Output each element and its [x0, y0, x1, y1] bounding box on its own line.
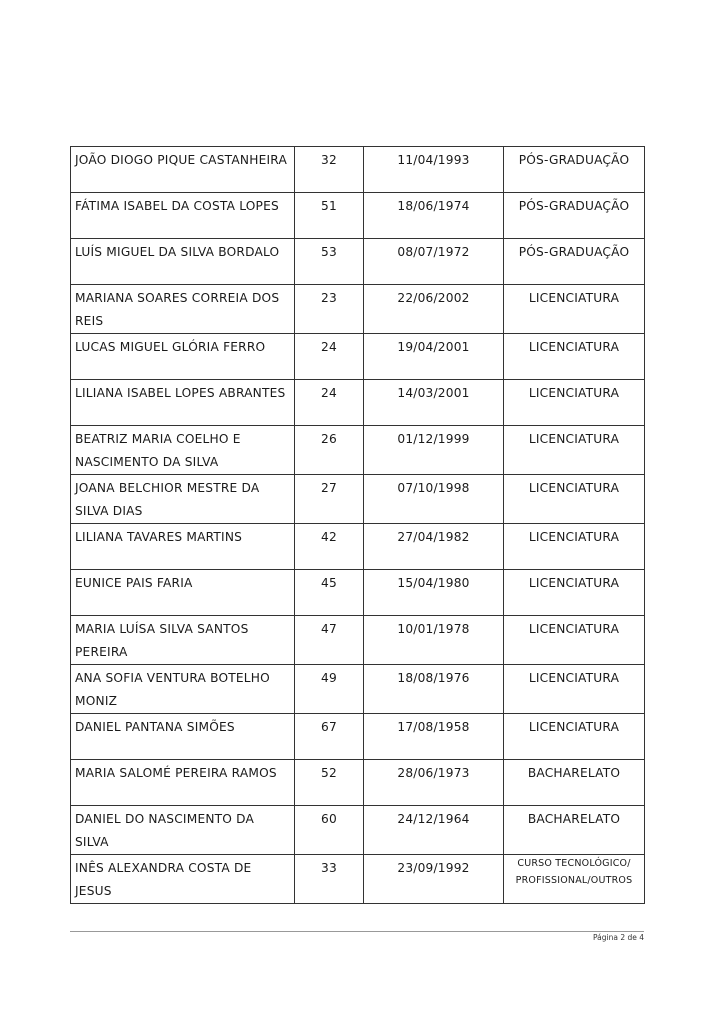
- candidate-age: 24: [295, 334, 364, 380]
- candidate-age: 47: [295, 616, 364, 665]
- footer-divider: [70, 931, 644, 932]
- candidate-qualification: BACHARELATO: [504, 760, 645, 806]
- candidate-qualification: LICENCIATURA: [504, 570, 645, 616]
- candidate-name: MARIA SALOMÉ PEREIRA RAMOS: [71, 760, 295, 806]
- candidate-qualification: LICENCIATURA: [504, 524, 645, 570]
- candidate-age: 27: [295, 475, 364, 524]
- candidate-birth-date: 15/04/1980: [364, 570, 504, 616]
- table-row: [71, 239, 645, 285]
- candidate-age: 26: [295, 426, 364, 475]
- table-row: [71, 806, 645, 855]
- candidate-birth-date: 23/09/1992: [364, 855, 504, 904]
- candidate-name: ANA SOFIA VENTURA BOTELHO MONIZ: [71, 665, 295, 714]
- candidate-birth-date: 24/12/1964: [364, 806, 504, 855]
- candidate-birth-date: 14/03/2001: [364, 380, 504, 426]
- table-row: [71, 334, 645, 380]
- candidate-qualification: LICENCIATURA: [504, 285, 645, 334]
- candidate-age: 32: [295, 147, 364, 193]
- candidate-qualification: CURSO TECNOLÓGICO/ PROFISSIONAL/OUTROS: [504, 855, 645, 904]
- table-row: [71, 616, 645, 665]
- table-row: [71, 760, 645, 806]
- candidate-name: FÁTIMA ISABEL DA COSTA LOPES: [71, 193, 295, 239]
- table-row: [71, 285, 645, 334]
- candidate-name: MARIANA SOARES CORREIA DOS REIS: [71, 285, 295, 334]
- candidate-name: INÊS ALEXANDRA COSTA DE JESUS: [71, 855, 295, 904]
- candidate-name: BEATRIZ MARIA COELHO E NASCIMENTO DA SILVA: [71, 426, 295, 475]
- candidate-name: JOÃO DIOGO PIQUE CASTANHEIRA: [71, 147, 295, 193]
- candidate-birth-date: 10/01/1978: [364, 616, 504, 665]
- candidate-name: LUÍS MIGUEL DA SILVA BORDALO: [71, 239, 295, 285]
- candidate-age: 51: [295, 193, 364, 239]
- candidate-qualification: PÓS-GRADUAÇÃO: [504, 239, 645, 285]
- candidate-name: LILIANA ISABEL LOPES ABRANTES: [71, 380, 295, 426]
- candidate-age: 67: [295, 714, 364, 760]
- candidate-birth-date: 11/04/1993: [364, 147, 504, 193]
- table-row: [71, 193, 645, 239]
- candidate-qualification: LICENCIATURA: [504, 714, 645, 760]
- candidate-qualification: LICENCIATURA: [504, 475, 645, 524]
- candidate-table: [70, 146, 645, 904]
- page-number: Página 2 de 4: [592, 933, 644, 942]
- candidate-qualification: LICENCIATURA: [504, 380, 645, 426]
- candidate-age: 42: [295, 524, 364, 570]
- candidate-birth-date: 22/06/2002: [364, 285, 504, 334]
- candidate-birth-date: 27/04/1982: [364, 524, 504, 570]
- candidate-name: MARIA LUÍSA SILVA SANTOS PEREIRA: [71, 616, 295, 665]
- table-row: [71, 714, 645, 760]
- candidate-age: 23: [295, 285, 364, 334]
- candidate-name: JOANA BELCHIOR MESTRE DA SILVA DIAS: [71, 475, 295, 524]
- table-row: [71, 426, 645, 475]
- candidate-birth-date: 17/08/1958: [364, 714, 504, 760]
- table-row: [71, 570, 645, 616]
- table-row: [71, 475, 645, 524]
- candidate-age: 33: [295, 855, 364, 904]
- candidate-birth-date: 07/10/1998: [364, 475, 504, 524]
- candidate-qualification: LICENCIATURA: [504, 426, 645, 475]
- candidate-age: 49: [295, 665, 364, 714]
- table-row: [71, 855, 645, 904]
- candidate-age: 53: [295, 239, 364, 285]
- candidate-birth-date: 01/12/1999: [364, 426, 504, 475]
- candidate-qualification: PÓS-GRADUAÇÃO: [504, 193, 645, 239]
- candidate-age: 24: [295, 380, 364, 426]
- candidate-name: LILIANA TAVARES MARTINS: [71, 524, 295, 570]
- candidate-qualification: LICENCIATURA: [504, 334, 645, 380]
- candidate-age: 45: [295, 570, 364, 616]
- table-row: [71, 147, 645, 193]
- candidate-name: DANIEL PANTANA SIMÕES: [71, 714, 295, 760]
- candidate-birth-date: 18/06/1974: [364, 193, 504, 239]
- candidate-birth-date: 28/06/1973: [364, 760, 504, 806]
- table-row: [71, 665, 645, 714]
- candidate-qualification: LICENCIATURA: [504, 665, 645, 714]
- candidate-name: EUNICE PAIS FARIA: [71, 570, 295, 616]
- candidate-qualification: BACHARELATO: [504, 806, 645, 855]
- candidate-name: LUCAS MIGUEL GLÓRIA FERRO: [71, 334, 295, 380]
- candidate-age: 60: [295, 806, 364, 855]
- table-row: [71, 524, 645, 570]
- table-row: [71, 380, 645, 426]
- candidate-birth-date: 19/04/2001: [364, 334, 504, 380]
- candidate-qualification: LICENCIATURA: [504, 616, 645, 665]
- candidate-qualification: PÓS-GRADUAÇÃO: [504, 147, 645, 193]
- candidate-name: DANIEL DO NASCIMENTO DA SILVA: [71, 806, 295, 855]
- candidate-birth-date: 18/08/1976: [364, 665, 504, 714]
- candidate-age: 52: [295, 760, 364, 806]
- candidate-birth-date: 08/07/1972: [364, 239, 504, 285]
